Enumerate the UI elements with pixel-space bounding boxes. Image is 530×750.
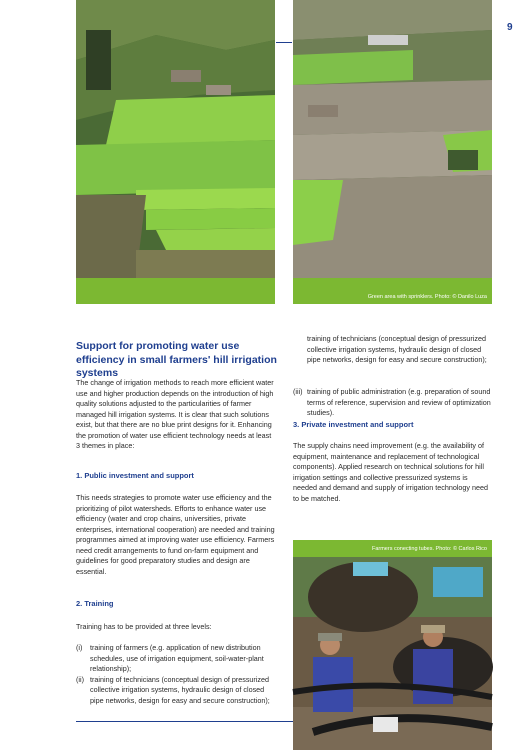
top-rule [276,42,292,43]
photo-left-field [76,0,275,278]
section2-intro: Training has to be provided at three levels: [76,622,212,631]
page-number: 9 [507,22,513,33]
photo-left-caption-bar [76,278,275,304]
photo-farmers [293,557,492,750]
photo-top-caption: Green area with sprinklers. Photo: © Danilo Luza [367,294,487,300]
photo-bottom-caption: Farmers conecting tubes. Photo: © Carlos Rico [371,545,487,552]
article-title: Support for promoting water use efficiency in small farmers' hill irrigation systems [76,340,277,379]
list-marker: (i) [76,643,83,652]
section3-heading: 3. Private investment and support [293,420,414,429]
photo-right-caption-bar [293,278,492,304]
training-list-part2 [293,334,493,419]
photo-bottom-caption-bar [293,540,492,557]
photo-right-field [293,0,492,278]
list-item [293,334,493,387]
training-list-part1 [76,643,278,705]
list-item [76,674,278,705]
bottom-rule [76,721,294,722]
list-text-continued: training of technicians (conceptual design of pressurized collective irrigation systems, hydraulic design of closed pipe networks, design for easy and secure construction); [307,334,487,364]
section2-heading: 2. Training [76,599,114,608]
list-text: training of technicians (conceptual design of pressurized collective irrigation systems, hydraulic design of closed pipe networks, design for easy and secure construction); [90,674,270,705]
section3-body: The supply chains need improvement (e.g. the availability of equipment, maintenance and replacement of technological components). Applied research on technical solutions for hill irrigation settings and collective pressurized systems is needed and demand and supply of irrigation technology need to be matched. [293,441,489,503]
list-text: training of farmers (e.g. application of new distribution schedules, use of irrigation equipment, soil-water-plant relationship); [90,643,264,673]
list-text: training of public administration (e.g. preparation of sound terms of reference, supervision and review of optimization studies). [307,387,491,417]
section1-body: This needs strategies to promote water use efficiency and the prioritizing of pilot watersheds. Efforts to enhance water use efficiency (water and crop chains, universities, private enterprises, international cooperation) are needed and training programmes aimed at improving water use efficiency. Farmers need credit arrangements to fund on-farm equipment and guidelines for good preparatory studies and design are essential. [76,493,275,576]
intro-paragraph: The change of irrigation methods to reach more efficient water use and higher production depends on the introduction of high quality solutions adjusted to the particularities of farmer managed hill irrigation systems. It is clear that such solutions exist, but that there are no blue print designs for it. Enhancing the promotion of water use efficient technology needs at least 3 themes in place: [76,378,274,450]
list-item [293,387,493,419]
list-item [76,643,278,675]
section1-heading: 1. Public investment and support [76,471,194,480]
list-marker: (iii) [293,387,303,396]
list-marker: (ii) [76,674,84,684]
